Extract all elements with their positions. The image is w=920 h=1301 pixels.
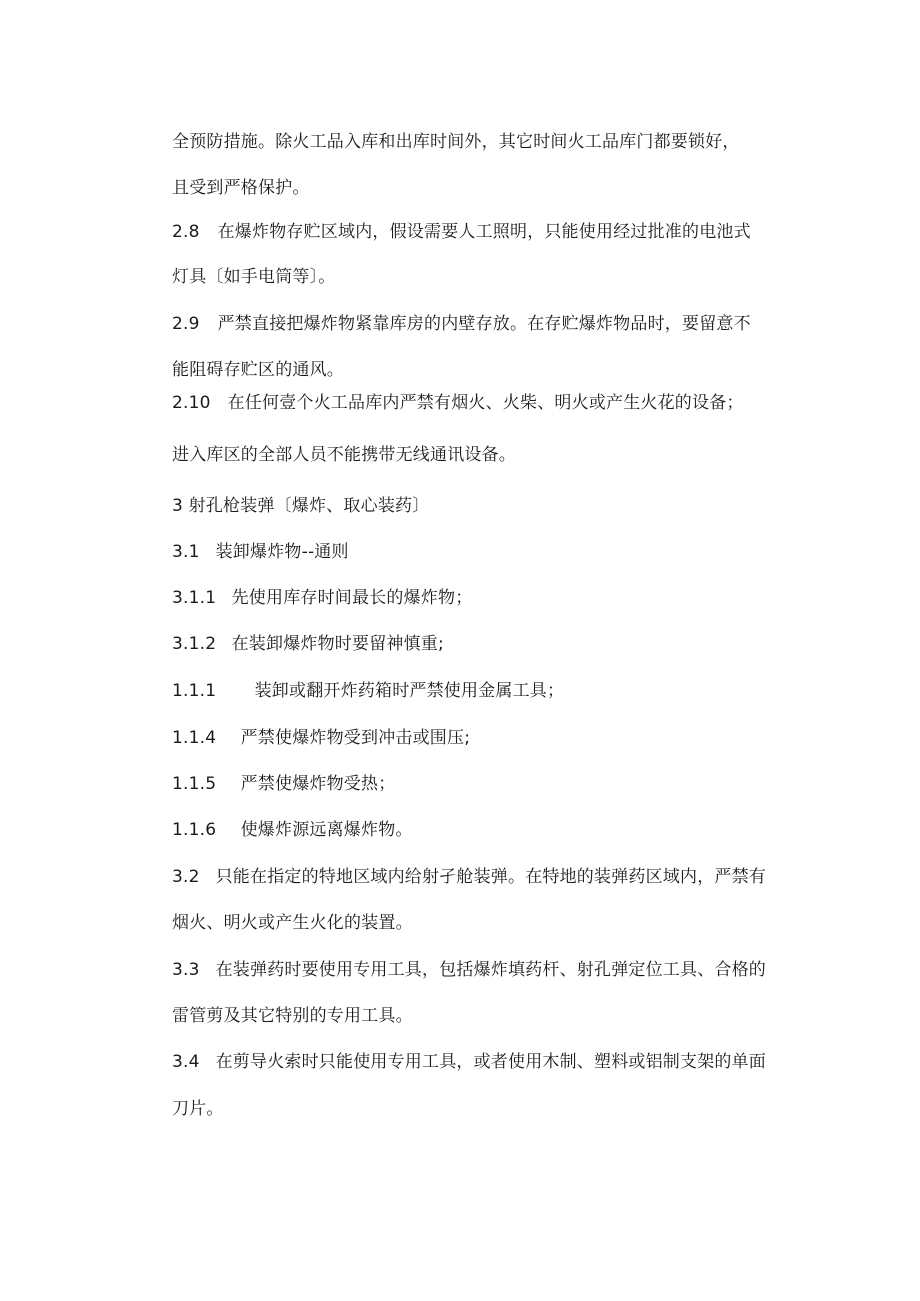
section-1-1-6 [172, 819, 812, 841]
section-number: 3.2 [172, 867, 200, 887]
line-text: 先使用库存时间最长的爆炸物； [231, 588, 473, 608]
line-text: 在剪导火索时只能使用专用工具，或者使用木制、塑料或铝制支架的单面 [215, 1052, 767, 1072]
section-number: 2.8 [172, 222, 200, 242]
section-number: 3.4 [172, 1052, 200, 1072]
line-text: 严禁使爆炸物受热； [240, 774, 396, 794]
section-3-1 [172, 541, 812, 563]
line-text: 刀片。 [172, 1099, 224, 1119]
line-text: 严禁使爆炸物受到冲击或围压; [240, 728, 471, 748]
section-number: 1.1.6 [172, 820, 217, 840]
section-number: 1.1.4 [172, 728, 217, 748]
paragraph-line [172, 131, 812, 153]
section-3-3 [172, 959, 812, 981]
section-number: 3.1.2 [172, 634, 217, 654]
section-1-1-1 [172, 680, 812, 702]
line-text: 装卸爆炸物--通则 [215, 542, 349, 562]
section-3-4 [172, 1051, 812, 1073]
section-2-10 [172, 392, 812, 414]
paragraph-line [172, 1005, 812, 1027]
line-text: 烟火、明火或产生火化的装置。 [172, 913, 413, 933]
line-text: 灯具〔如手电筒等〕。 [172, 267, 336, 287]
section-3-2 [172, 866, 812, 888]
line-text: 使爆炸源远离爆炸物。 [240, 820, 413, 840]
section-number: 2.9 [172, 314, 200, 334]
section-3-heading [172, 495, 812, 517]
paragraph-line [172, 912, 812, 934]
line-text: 雷管剪及其它特别的专用工具。 [172, 1006, 413, 1026]
section-number: 3.1.1 [172, 588, 217, 608]
paragraph-line [172, 444, 812, 466]
line-text: 能阻碍存贮区的通风。 [172, 360, 344, 380]
line-text: 且受到严格保护。 [172, 178, 310, 198]
line-text: 在爆炸物存贮区域内，假设需要人工照明，只能使用经过批准的电池式 [217, 222, 751, 242]
line-text: 装卸或翻开炸药箱时严禁使用金属工具； [254, 681, 565, 701]
section-number: 1.1.1 [172, 681, 217, 701]
section-2-8 [172, 221, 812, 243]
section-3-1-2 [172, 633, 812, 655]
section-number: 3.3 [172, 960, 200, 980]
heading-text: 3 射孔枪装弹〔爆炸、取心装药〕 [172, 496, 430, 516]
line-text: 只能在指定的特地区域内给射孑舱装弹。在特地的装弹药区域内，严禁有 [215, 867, 767, 887]
paragraph-line [172, 177, 812, 199]
line-text: 全预防措施。除火工品入库和出库时间外，其它时间火工品库门都要锁好， [172, 132, 740, 152]
line-text: 在装卸爆炸物时要留神慎重; [231, 634, 444, 654]
paragraph-line [172, 266, 812, 288]
section-number: 1.1.5 [172, 774, 217, 794]
paragraph-line [172, 359, 812, 381]
paragraph-line [172, 1098, 812, 1120]
line-text: 进入库区的全部人员不能携带无线通讯设备。 [172, 445, 516, 465]
line-text: 在任何壹个火工品库内严禁有烟火、火柴、明火或产生火花的设备； [227, 393, 744, 413]
section-number: 3.1 [172, 542, 200, 562]
section-1-1-5 [172, 773, 812, 795]
section-1-1-4 [172, 727, 812, 749]
section-2-9 [172, 313, 812, 335]
line-text: 严禁直接把爆炸物紧靠库房的内壁存放。在存贮爆炸物品时，要留意不 [217, 314, 751, 334]
line-text: 在装弹药时要使用专用工具，包括爆炸填药杆、射孔弹定位工具、合格的 [215, 960, 767, 980]
section-3-1-1 [172, 587, 812, 609]
section-number: 2.10 [172, 393, 211, 413]
